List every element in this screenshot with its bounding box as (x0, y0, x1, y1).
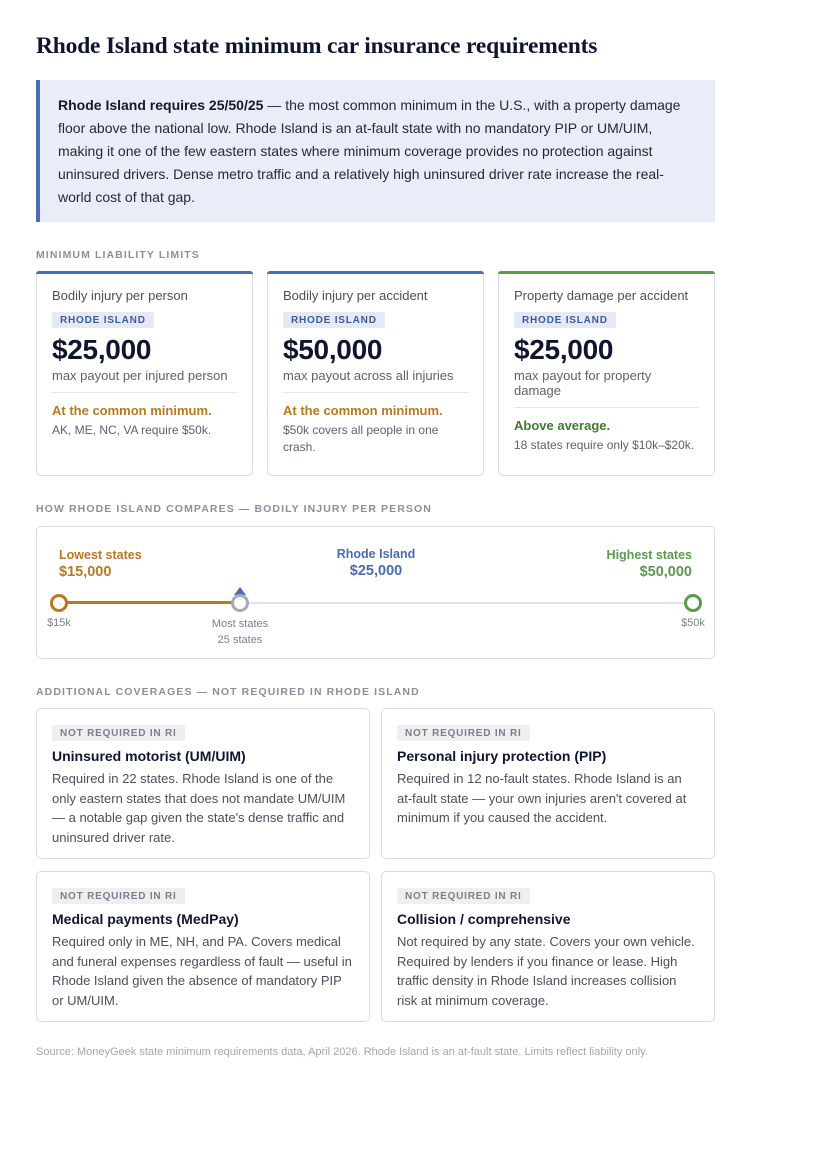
intro-callout (36, 80, 715, 222)
limit-amount: $25,000 (52, 334, 152, 365)
highest-value: $50,000 (639, 564, 692, 580)
limit-verdict: Above average. (514, 418, 611, 433)
coverage-body: Required in 12 no-fault states. Rhode Island is an at-fault state — your own injuries aren't covered at minimum if you caused the accident. (397, 771, 687, 825)
limit-card-bi-person (36, 271, 253, 476)
coverage-body: Required only in ME, NH, and PA. Covers medical and funeral expenses regardless of fault — useful in Rhode Island given the absence of mandatory PIP or UM/UIM. (52, 934, 352, 1008)
limit-label: Bodily injury per accident (283, 288, 428, 303)
lowest-tick: $15k (47, 617, 71, 629)
card-accent-bar (498, 271, 715, 274)
intro-body: — the most common minimum in the U.S., with a property damage floor above the national low. Rhode Island is an at-fault state with no mandatory PIP or UM/UIM, making it one of the few eastern states where minimum coverage provides no protection against uninsured drivers. Dense metro traffic and a relatively high uninsured driver rate increase the real-world cost of that gap. (58, 97, 681, 205)
compare-section-label: HOW RHODE ISLAND COMPARES — BODILY INJURY PER PERSON (36, 503, 432, 515)
not-required-tag: NOT REQUIRED IN RI (52, 888, 185, 904)
not-required-tag: NOT REQUIRED IN RI (397, 888, 530, 904)
most-states-count: 25 states (217, 634, 263, 646)
source-note: Source: MoneyGeek state minimum requirements data, April 2026. Rhode Island is an at-fault state. Limits reflect liability only. (36, 1046, 648, 1058)
card-accent-bar (36, 271, 253, 274)
limit-note: AK, ME, NC, VA require $50k. (52, 423, 212, 437)
lowest-label: Lowest states (59, 548, 142, 562)
state-value: $25,000 (349, 563, 403, 579)
card-accent-bar (267, 271, 484, 274)
coverage-card-medpay (36, 871, 370, 1022)
limit-verdict: At the common minimum. (283, 403, 443, 418)
limit-amount: $25,000 (514, 334, 614, 365)
state-tag: RHODE ISLAND (283, 312, 385, 328)
coverage-title: Uninsured motorist (UM/UIM) (52, 748, 246, 764)
limit-subtitle: max payout per injured person (52, 368, 237, 393)
coverage-title: Medical payments (MedPay) (52, 911, 239, 927)
page-title: Rhode Island state minimum car insurance requirements (36, 33, 598, 59)
limit-verdict: At the common minimum. (52, 403, 212, 418)
state-label: Rhode Island (336, 547, 416, 561)
lowest-dot (50, 594, 68, 612)
limit-subtitle: max payout for property damage (514, 368, 699, 408)
comparison-scale (36, 526, 715, 659)
limit-card-bi-accident (267, 271, 484, 476)
coverage-card-pip (381, 708, 715, 859)
not-required-tag: NOT REQUIRED IN RI (52, 725, 185, 741)
coverage-card-collision (381, 871, 715, 1022)
limit-card-property-damage (498, 271, 715, 476)
limits-section-label: MINIMUM LIABILITY LIMITS (36, 249, 200, 261)
state-tag: RHODE ISLAND (514, 312, 616, 328)
limit-note: $50k covers all people in one crash. (283, 423, 439, 454)
highest-label: Highest states (606, 548, 692, 562)
limit-label: Property damage per accident (514, 288, 689, 303)
coverage-title: Personal injury protection (PIP) (397, 748, 607, 764)
state-tag: RHODE ISLAND (52, 312, 154, 328)
limit-amount: $50,000 (283, 334, 383, 365)
highest-tick: $50k (681, 617, 705, 629)
coverage-body: Required in 22 states. Rhode Island is one of the only eastern states that does not mandate UM/UIM — a notable gap given the state's dense traffic and uninsured driver rate. (52, 771, 346, 845)
limit-label: Bodily injury per person (52, 288, 188, 303)
limit-subtitle: max payout across all injuries (283, 368, 468, 393)
coverage-body: Not required by any state. Covers your own vehicle. Required by lenders if you finance or lease. High traffic density in Rhode Island increases collision risk at minimum coverage. (397, 934, 695, 1008)
additional-section-label: ADDITIONAL COVERAGES — NOT REQUIRED IN RHODE ISLAND (36, 686, 420, 698)
most-states-tick: Most states (211, 618, 269, 630)
most-states-dot (231, 594, 249, 612)
not-required-tag: NOT REQUIRED IN RI (397, 725, 530, 741)
intro-lead: Rhode Island requires 25/50/25 (58, 97, 264, 113)
coverage-card-um-uim (36, 708, 370, 859)
scale-fill (59, 601, 240, 604)
lowest-value: $15,000 (59, 564, 112, 580)
coverage-title: Collision / comprehensive (397, 911, 571, 927)
highest-dot (684, 594, 702, 612)
limit-note: 18 states require only $10k–$20k. (514, 438, 695, 452)
